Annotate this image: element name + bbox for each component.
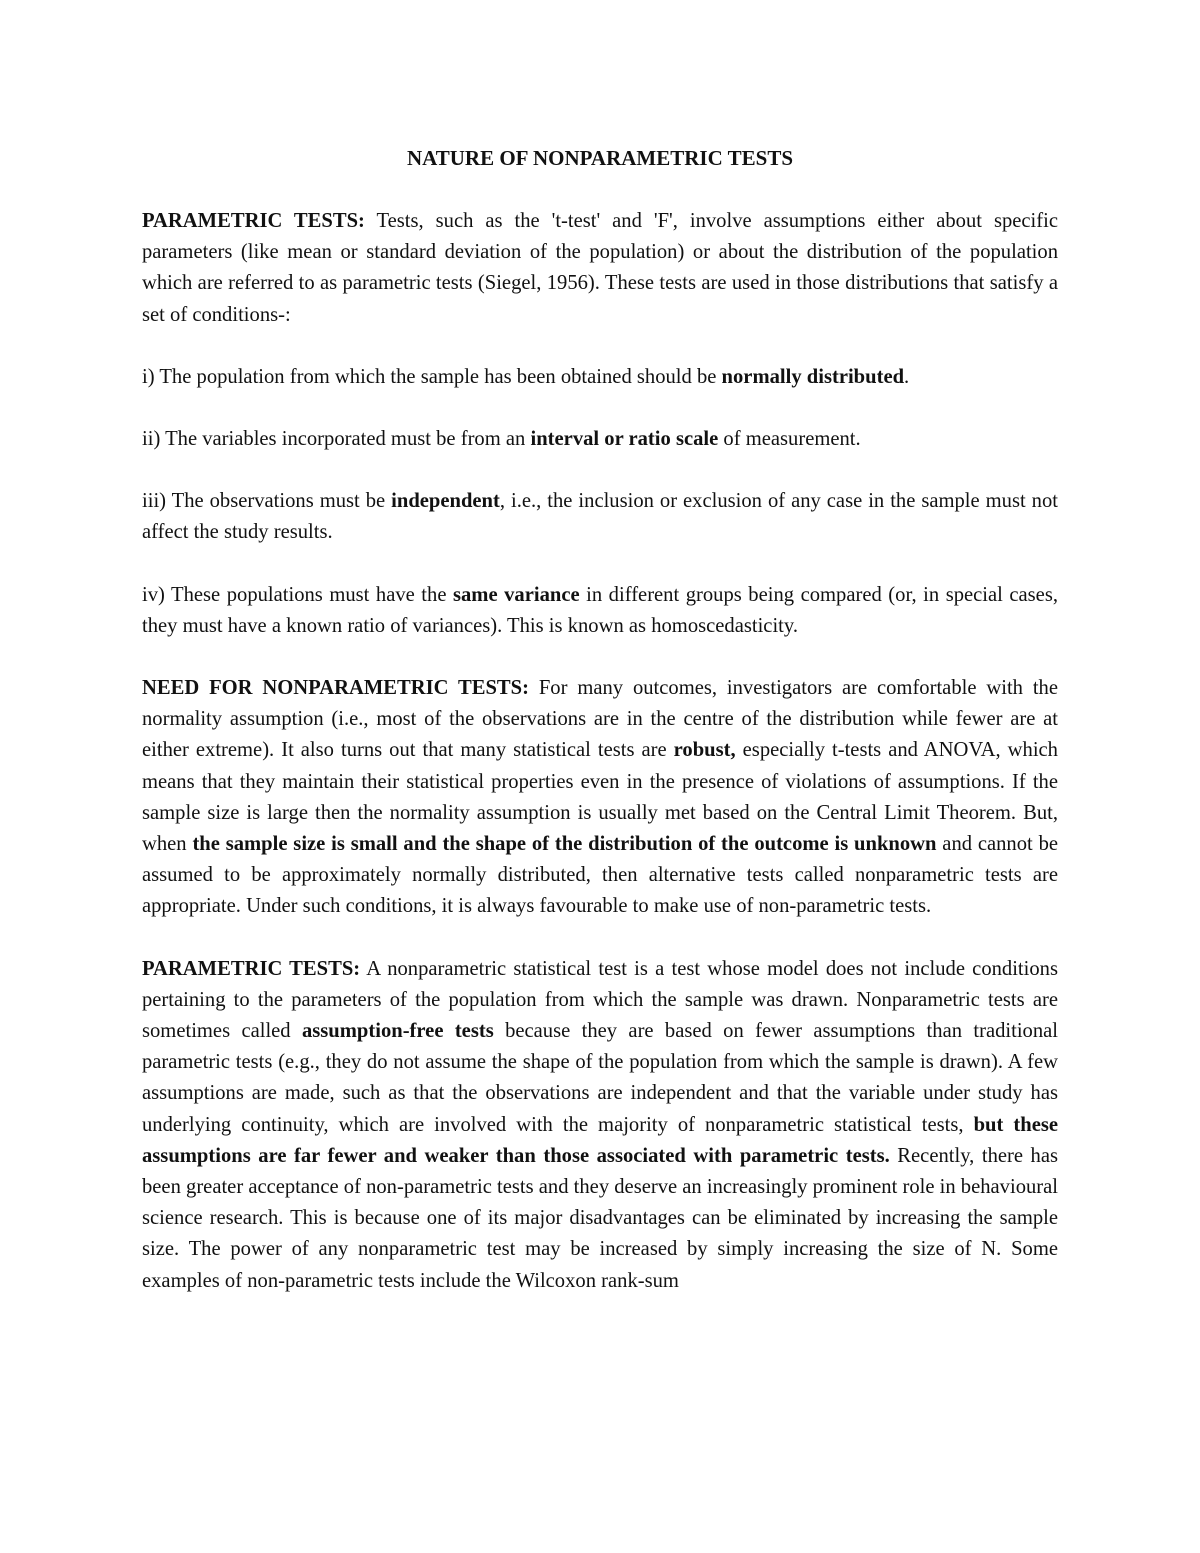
paragraph-need-for-nonparametric xyxy=(142,673,1058,923)
item-emphasis: same variance xyxy=(453,583,580,606)
emphasis-small-sample: the sample size is small and the shape of the distribution of the outcome is unknown xyxy=(192,833,937,856)
paragraph-text: A nonparametric statistical test is a test whose model does not include conditions pertaining to the parameters of the population from which the sample was drawn. Nonparametric tests are sometimes called xyxy=(142,957,1058,1043)
condition-item-4 xyxy=(142,580,1058,642)
item-text-end: in different groups being compared (or, in special cases, they must have a known ratio of variances). This is known as homoscedasticity. xyxy=(142,583,1058,637)
paragraph-text: because they are based on fewer assumptions than traditional parametric tests (e.g., they do not assume the shape of the population from which the sample is drawn). A few assumptions are made, such as that the observations are independent and that the variable under study has underlying continuity, which are involved with the majority of nonparametric statistical tests, xyxy=(142,1020,1059,1136)
paragraph-parametric-tests xyxy=(142,206,1058,331)
item-text-end: . xyxy=(904,365,910,388)
paragraph-text: For many outcomes, investigators are comfortable with the normality assumption (i.e., most of the observations are in the centre of the distribution while fewer are at either extreme). It also turns out that many statistical tests are xyxy=(142,677,1058,762)
document-page xyxy=(142,140,1058,1328)
document-title: NATURE OF NONPARAMETRIC TESTS xyxy=(406,146,794,170)
item-text: iv) These populations must have the xyxy=(142,583,453,606)
item-text-end: , i.e., the inclusion or exclusion of any case in the sample must not affect the study results. xyxy=(142,490,1058,544)
paragraph-text: Recently, there has been greater acceptance of non-parametric tests and they deserve an increasingly prominent role in behavioural science research. This is because one of its major disadvantages can be eliminated by increasing the sample size. The power of any nonparametric test may be increased by simply increasing the size of N. Some examples of non-parametric tests include the Wilcoxon rank-sum xyxy=(142,1144,1059,1292)
item-text: ii) The variables incorporated must be from an xyxy=(142,428,531,451)
condition-item-1 xyxy=(142,362,1058,393)
item-emphasis: independent xyxy=(391,490,500,513)
item-text-end: of measurement. xyxy=(718,428,861,451)
item-emphasis: interval or ratio scale xyxy=(530,428,719,451)
item-emphasis: normally distributed xyxy=(721,365,905,388)
emphasis-fewer-assumptions: but these assumptions are far fewer and weaker than those associated with parametric tests. xyxy=(142,1113,1058,1167)
heading-parametric-tests: PARAMETRIC TESTS: xyxy=(142,210,365,232)
heading-parametric-tests-2: PARAMETRIC TESTS: xyxy=(142,957,361,980)
paragraph-text: and cannot be assumed to be approximately normally distributed, then alternative tests called nonparametric tests are appropriate. Under such conditions, it is always favourable to make use of non-parametric tests. xyxy=(142,833,1059,918)
condition-item-3 xyxy=(142,486,1058,548)
item-text: iii) The observations must be xyxy=(142,490,392,513)
heading-need-for-nonparametric: NEED FOR NONPARAMETRIC TESTS: xyxy=(142,677,529,700)
condition-item-2 xyxy=(142,424,1058,455)
emphasis-robust: robust, xyxy=(673,739,736,762)
paragraph-text: especially t-tests and ANOVA, which means that they maintain their statistical properties even in the presence of violations of assumptions. If the sample size is large then the normality assumption is usually met based on the Central Limit Theorem. But, when xyxy=(142,739,1058,856)
paragraph-nonparametric-definition xyxy=(142,954,1058,1297)
emphasis-assumption-free: assumption-free tests xyxy=(301,1020,494,1043)
item-text: i) The population from which the sample has been obtained should be xyxy=(142,365,722,388)
paragraph-text: Tests, such as the 't-test' and 'F', involve assumptions either about specific parameters (like mean or standard deviation of the population) or about the distribution of the population which are referred to as parametric tests (Siegel, 1956). These tests are used in those distributions that satisfy a set of conditions-: xyxy=(142,210,1058,326)
